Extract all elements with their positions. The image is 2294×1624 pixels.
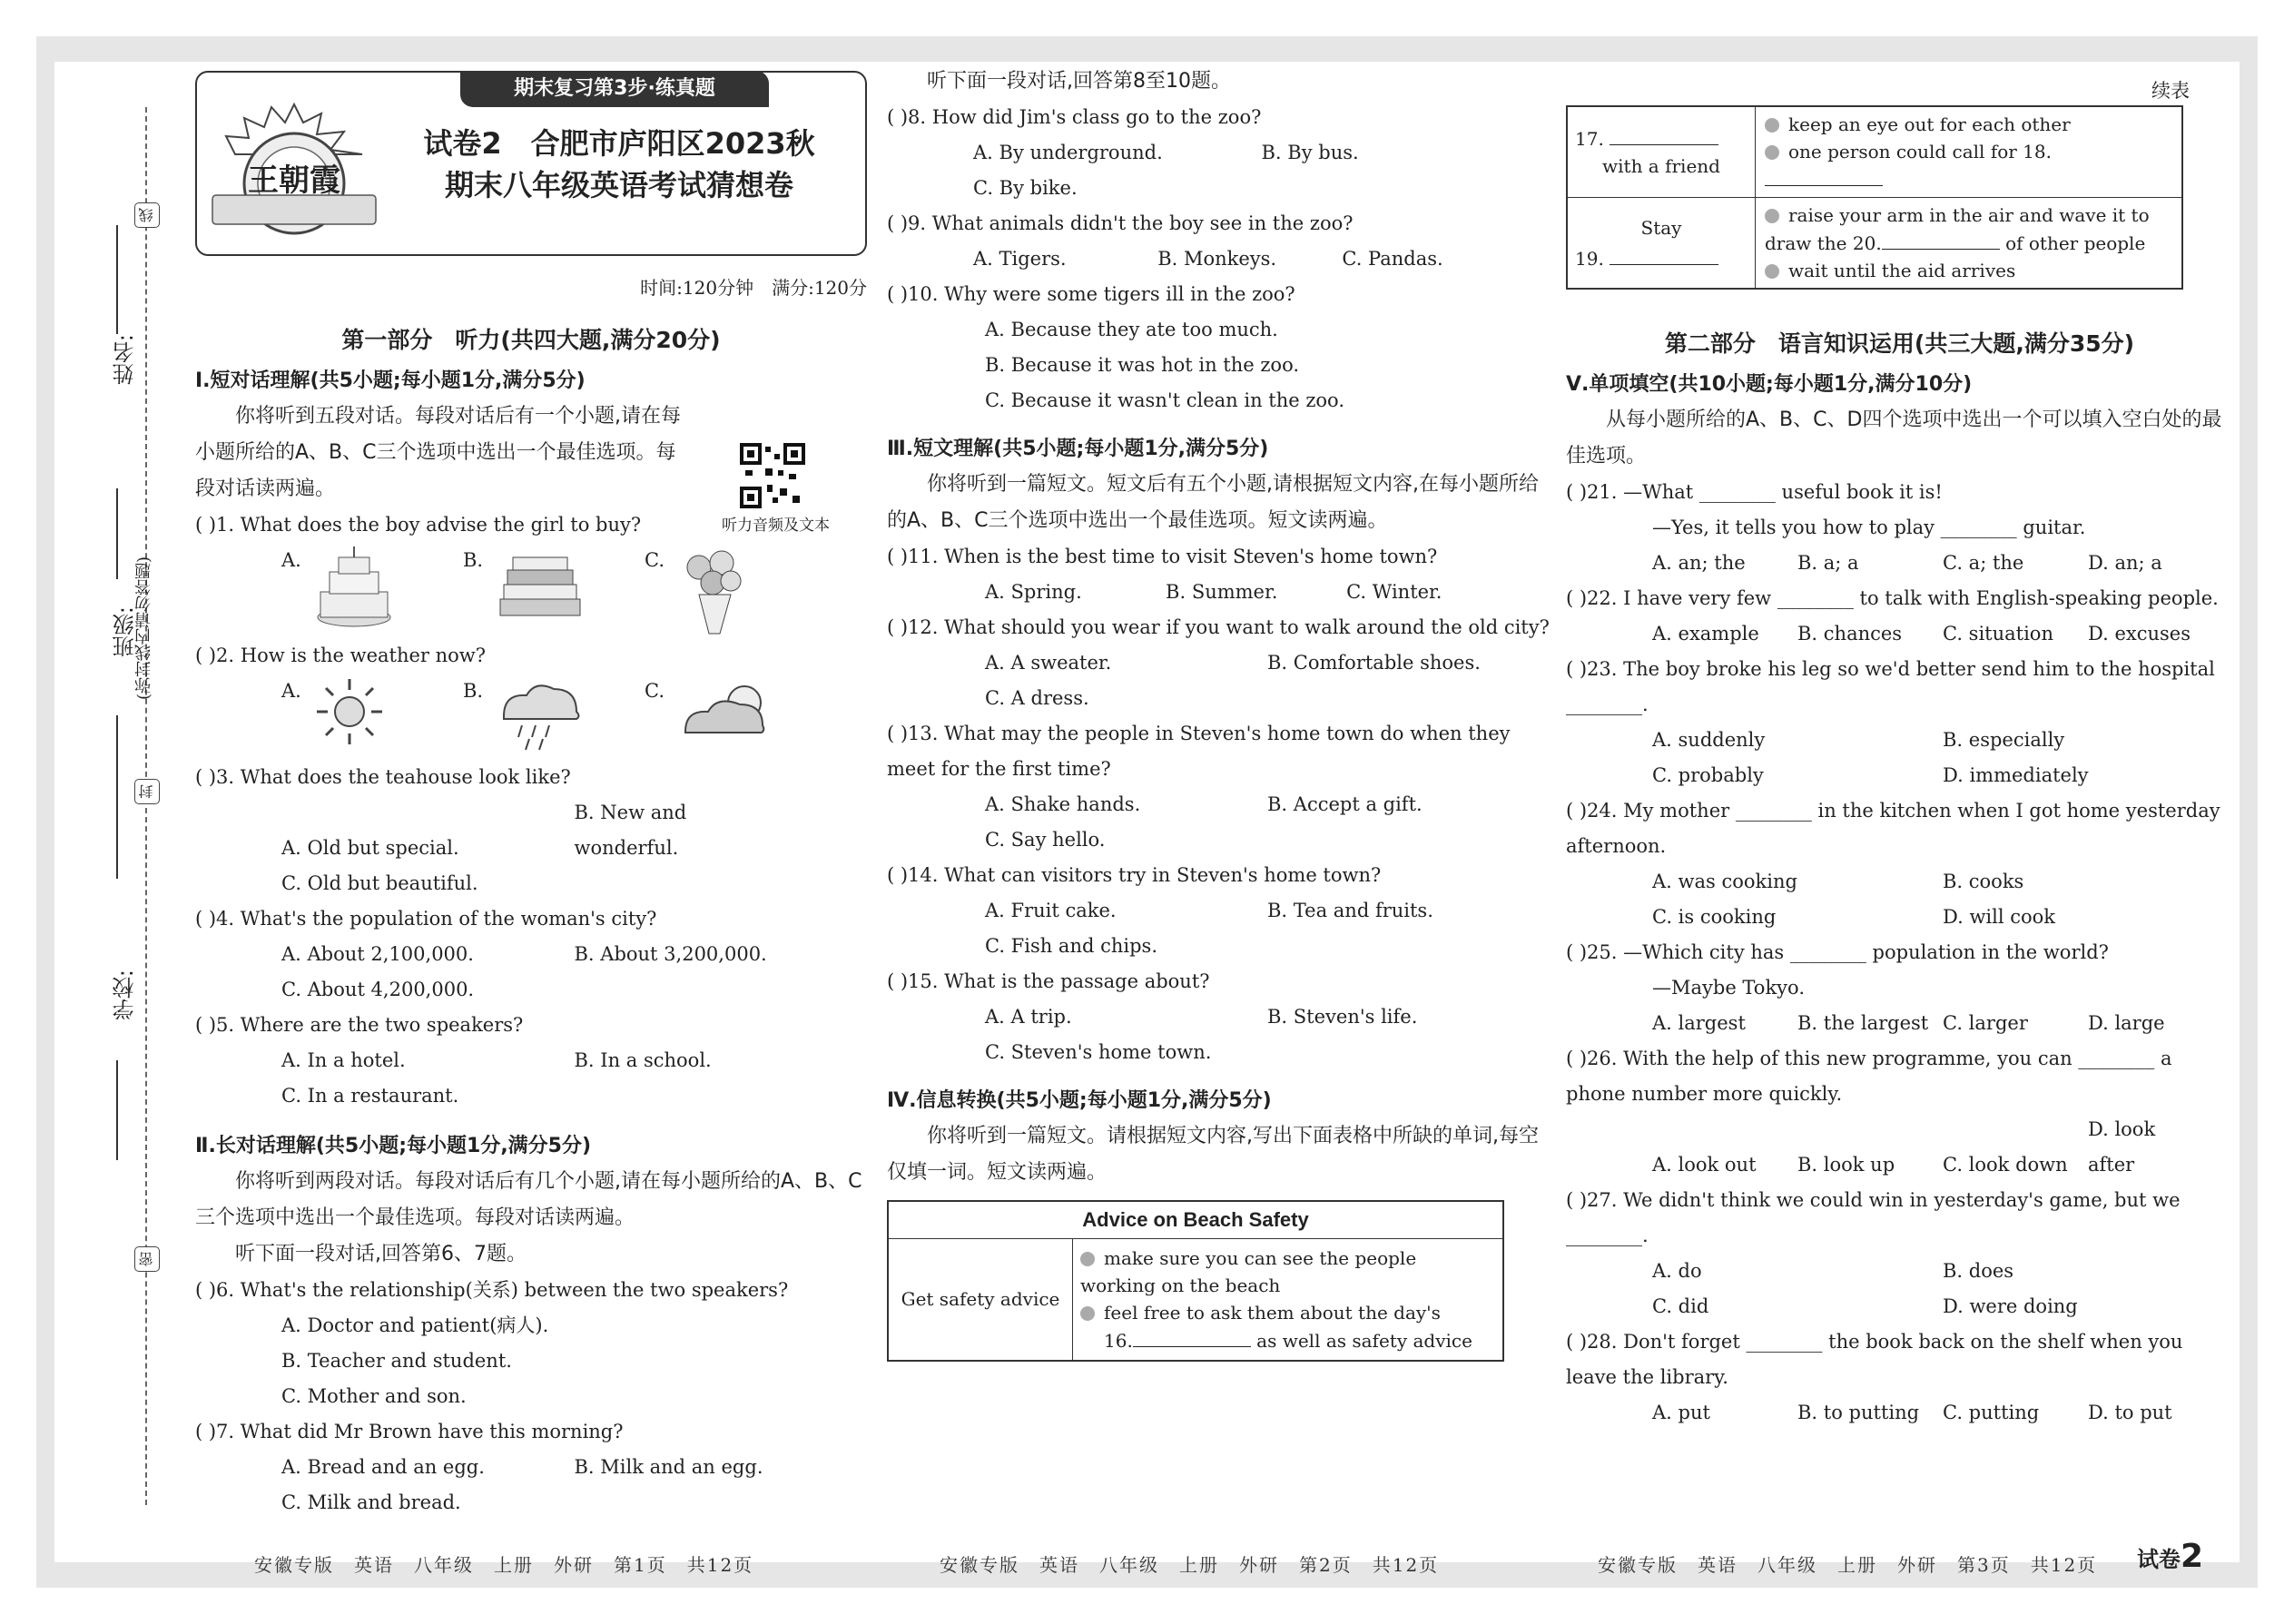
q2-pictures: A. B. C. (195, 674, 867, 760)
blank-20-number: 20. (1852, 232, 1882, 254)
column-1 (195, 62, 867, 1521)
blank-19-number: 19. (1575, 247, 1604, 270)
q5: ( )5. Where are the two speakers? (195, 1014, 524, 1036)
q3: ( )3. What does the teahouse look like? (195, 766, 571, 788)
blank-19[interactable] (1610, 244, 1718, 265)
q12-option-c: C. A dress. (985, 687, 1089, 709)
q21-option-c: C. a; the (1943, 552, 2024, 574)
q23-option-d: D. immediately (1943, 764, 2089, 786)
paper-number-label: 试卷 (2136, 1547, 2181, 1572)
section4-title: Ⅳ.信息转换(共5小题;每小题1分,满分5分) (887, 1089, 1272, 1112)
q23-option-b: B. especially (1943, 729, 2065, 751)
table-row1-left: Get safety advice (888, 1239, 1073, 1362)
q22-option-d: D. excuses (2088, 623, 2191, 645)
section4-intro: 你将听到一篇短文。请根据短文内容,写出下面表格中所缺的单词,每空仅填一词。短文读两遍。 (887, 1125, 1539, 1184)
part2-title: 第二部分 语言知识运用(共三大题,满分35分) (1664, 330, 2135, 357)
q3-option-b: B. New and wonderful. (574, 802, 687, 859)
blank-20[interactable] (1882, 229, 2000, 250)
seal-mark-secret: 密 (134, 1246, 160, 1272)
table-row3-bullet1-end: of other people (2005, 232, 2146, 254)
section2-sub2: 听下面一段对话,回答第8至10题。 (927, 70, 1231, 93)
continued-table (1566, 105, 2183, 290)
q24-option-a: A. was cooking (1652, 871, 1797, 892)
beach-safety-table (887, 1200, 1504, 1362)
q13-option-b: B. Accept a gift. (1267, 793, 1423, 815)
q10-option-b: B. Because it was hot in the zoo. (985, 354, 1300, 376)
q23-option-c: C. probably (1652, 764, 1764, 786)
q9-option-a: A. Tigers. (973, 248, 1067, 270)
table-title: Advice on Beach Safety (888, 1201, 1503, 1239)
bullet-icon (1765, 145, 1779, 160)
paper-number (2137, 1538, 2203, 1575)
exam-sheet (36, 36, 2258, 1588)
q14-option-c: C. Fish and chips. (985, 935, 1157, 957)
q6-option-b: B. Teacher and student. (281, 1350, 512, 1372)
section5-title: Ⅴ.单项填空(共10小题;每小题1分,满分10分) (1566, 373, 1973, 396)
bullet-icon (1765, 118, 1779, 133)
exam-paper (54, 62, 2240, 1576)
section2-sub1: 听下面一段对话,回答第6、7题。 (235, 1243, 527, 1265)
q27-option-d: D. were doing (1943, 1295, 2078, 1317)
q24-option-d: D. will cook (1943, 906, 2056, 928)
q7-option-c: C. Milk and bread. (281, 1491, 461, 1513)
section3-title: Ⅲ.短文理解(共5小题;每小题1分,满分5分) (887, 438, 1269, 460)
table-row1-bullet2: feel free to ask them about the day's (1104, 1302, 1441, 1324)
exam-title (401, 123, 837, 206)
footer-page-2: 安徽专版 英语 八年级 上册 外研 第2页 共12页 (940, 1554, 1440, 1576)
q23: ( )23. The boy broke his leg so we'd better send him to the hospital ________. (1566, 658, 2215, 715)
q25: ( )25. —Which city has ________ population in the world? (1566, 941, 2109, 963)
section2-title: Ⅱ.长对话理解(共5小题;每小题1分,满分5分) (195, 1135, 592, 1157)
review-tag: 期末复习第3步·练真题 (460, 71, 769, 107)
section1-title: Ⅰ.短对话理解(共5小题;每小题1分,满分5分) (195, 369, 586, 392)
q24-option-b: B. cooks (1943, 871, 2024, 892)
column-3 (1566, 105, 2233, 1431)
q22-option-c: C. situation (1943, 623, 2053, 645)
q12-option-b: B. Comfortable shoes. (1267, 652, 1481, 674)
q15-option-c: C. Steven's home town. (985, 1041, 1212, 1063)
q3-option-a: A. Old but special. (281, 837, 459, 859)
q8-option-c: C. By bike. (973, 177, 1078, 199)
q12: ( )12. What should you wear if you want to walk around the old city? (887, 616, 1550, 638)
q28-option-d: D. to put (2088, 1402, 2172, 1423)
q25-line2: —Maybe Tokyo. (1652, 977, 1805, 999)
q25-option-c: C. larger (1943, 1012, 2028, 1034)
footer-page-3: 安徽专版 英语 八年级 上册 外研 第3页 共12页 (1598, 1554, 2098, 1576)
table-row1-bullet1: make sure you can see the people working on the beach (1080, 1247, 1417, 1296)
q12-option-a: A. A sweater. (985, 652, 1112, 674)
table-row3-left: Stay (1640, 216, 1682, 239)
q2: ( )2. How is the weather now? (195, 645, 487, 666)
q21: ( )21. —What ________ useful book it is! (1566, 481, 1943, 503)
q23-option-a: A. suddenly (1652, 729, 1766, 751)
q21-option-d: D. an; a (2088, 552, 2162, 574)
q27-option-b: B. does (1943, 1260, 2014, 1282)
q1: ( )1. What does the boy advise the girl to buy? (195, 514, 642, 536)
q28-option-b: B. to putting (1797, 1402, 1920, 1423)
q9: ( )9. What animals didn't the boy see in the zoo? (887, 212, 1354, 234)
qr-label: 听力音频及文本 (722, 517, 830, 535)
column-2 (887, 64, 1550, 1362)
footer-page-1: 安徽专版 英语 八年级 上册 外研 第1页 共12页 (254, 1554, 754, 1576)
q4-option-b: B. About 3,200,000. (574, 943, 767, 965)
seal-note: (弥封线内请勿答题) (134, 556, 153, 701)
q8: ( )8. How did Jim's class go to the zoo? (887, 106, 1262, 128)
logo-text: 王朝霞 (248, 162, 340, 199)
q6-option-a: A. Doctor and patient(病人). (281, 1314, 549, 1336)
table-row3-bullet2: wait until the aid arrives (1788, 260, 2016, 281)
q13-option-a: A. Shake hands. (985, 793, 1141, 815)
q4: ( )4. What's the population of the woman's city? (195, 908, 657, 930)
q13: ( )13. What may the people in Steven's home town do when they meet for the first time? (887, 723, 1511, 780)
q21-option-a: A. an; the (1652, 552, 1746, 574)
q25-option-d: D. large (2088, 1012, 2165, 1034)
section3-intro: 你将听到一篇短文。短文后有五个小题,请根据短文内容,在每小题所给的A、B、C三个选项中选出一个最佳选项。短文读两遍。 (887, 473, 1539, 532)
q7: ( )7. What did Mr Brown have this morning? (195, 1421, 624, 1442)
q4-option-c: C. About 4,200,000. (281, 979, 475, 1000)
q5-option-c: C. In a restaurant. (281, 1085, 459, 1107)
q25-option-b: B. the largest (1797, 1012, 1929, 1034)
q3-option-c: C. Old but beautiful. (281, 872, 478, 894)
q5-option-a: A. In a hotel. (281, 1049, 406, 1071)
cloudy-icon (676, 675, 776, 748)
q21-option-b: B. a; a (1797, 552, 1859, 574)
section5-intro: 从每小题所给的A、B、C、D四个选项中选出一个可以填入空白处的最佳选项。 (1566, 408, 2222, 468)
continued-table-label: 续表 (2151, 80, 2190, 102)
header-box (195, 71, 867, 256)
blank-17[interactable] (1610, 124, 1718, 145)
blank-17-number: 17. (1575, 128, 1604, 150)
q26-option-c: C. look down (1943, 1154, 2068, 1176)
binding-strip (109, 62, 200, 1562)
q24: ( )24. My mother ________ in the kitchen when I got home yesterday afternoon. (1566, 800, 2220, 857)
q22-option-b: B. chances (1797, 623, 1903, 645)
rainy-icon (495, 675, 586, 753)
bullet-icon (1765, 209, 1779, 223)
q9-option-c: C. Pandas. (1342, 248, 1443, 270)
q15-option-b: B. Steven's life. (1267, 1006, 1418, 1028)
q11: ( )11. When is the best time to visit Steven's home town? (887, 546, 1438, 567)
q24-option-c: C. is cooking (1652, 906, 1777, 928)
q14-option-b: B. Tea and fruits. (1267, 900, 1433, 921)
school-label: 学校: (113, 969, 138, 1021)
q15-option-a: A. A trip. (985, 1006, 1072, 1028)
q22: ( )22. I have very few ________ to talk with English-speaking people. (1566, 587, 2219, 609)
bullet-icon (1765, 264, 1779, 279)
q7-option-b: B. Milk and an egg. (574, 1456, 763, 1478)
q5-option-b: B. In a school. (574, 1049, 712, 1071)
q11-option-b: B. Summer. (1166, 581, 1278, 603)
q6: ( )6. What's the relationship(关系) between the two speakers? (195, 1279, 789, 1301)
class-label: 班级: (113, 606, 138, 658)
q11-option-a: A. Spring. (985, 581, 1082, 603)
section1-intro: 你将听到五段对话。每段对话后有一个小题,请在每小题所给的A、B、C三个选项中选出一个最佳选项。每段对话读两遍。 (195, 405, 681, 500)
cake-icon (313, 545, 395, 631)
q13-option-c: C. Say hello. (985, 829, 1106, 851)
q7-option-a: A. Bread and an egg. (281, 1456, 485, 1478)
table-row2-left: with a friend (1602, 155, 1720, 177)
blank-16-number: 16. (1104, 1330, 1133, 1352)
section2-intro: 你将听到两段对话。每段对话后有几个小题,请在每小题所给的A、B、C三个选项中选出一个最佳选项。每段对话读两遍。 (195, 1170, 862, 1229)
q14-option-a: A. Fruit cake. (985, 900, 1117, 921)
part1-title: 第一部分 听力(共四大题,满分20分) (341, 327, 721, 353)
bullet-icon (1080, 1252, 1095, 1266)
table-row2-bullet2: one person could call for 18. (1788, 141, 2052, 162)
q1-pictures: A. B. C. (195, 543, 867, 638)
title-line-1: 试卷2 合肥市庐阳区2023秋 (423, 126, 815, 161)
table-row1-bullet2-end: as well as safety advice (1256, 1330, 1472, 1352)
q25-option-a: A. largest (1652, 1012, 1746, 1034)
q6-option-c: C. Mother and son. (281, 1385, 467, 1407)
qr-code-icon[interactable] (740, 443, 805, 508)
q28-option-c: C. putting (1943, 1402, 2040, 1423)
blank-16[interactable] (1133, 1326, 1251, 1347)
bullet-icon (1080, 1306, 1095, 1321)
q10-option-a: A. Because they ate too much. (985, 319, 1278, 340)
q9-option-b: B. Monkeys. (1157, 248, 1277, 270)
books-icon (495, 545, 586, 631)
q10-option-c: C. Because it wasn't clean in the zoo. (985, 389, 1344, 411)
q22-option-a: A. example (1652, 623, 1759, 645)
q4-option-a: A. About 2,100,000. (281, 943, 474, 965)
q26-option-a: A. look out (1652, 1154, 1757, 1176)
q11-option-c: C. Winter. (1346, 581, 1442, 603)
q26-option-d: D. look after (2088, 1118, 2156, 1176)
q28: ( )28. Don't forget ________ the book back on the shelf when you leave the library. (1566, 1331, 2183, 1388)
q27-option-a: A. do (1652, 1260, 1702, 1282)
q8-option-a: A. By underground. (973, 142, 1163, 163)
q27-option-c: C. did (1652, 1295, 1709, 1317)
blank-18[interactable] (1765, 165, 1883, 186)
q8-option-b: B. By bus. (1261, 142, 1359, 163)
q15: ( )15. What is the passage about? (887, 970, 1210, 992)
publisher-logo (208, 100, 380, 236)
table-row2-bullet1: keep an eye out for each other (1788, 113, 2071, 135)
flowers-icon (676, 545, 749, 635)
paper-number-value: 2 (2180, 1538, 2203, 1575)
title-line-2: 期末八年级英语考试猜想卷 (444, 168, 793, 202)
q26-option-b: B. look up (1797, 1154, 1895, 1176)
seal-mark-seal: 封 (134, 779, 160, 804)
name-label: 姓名: (113, 334, 138, 386)
q26: ( )26. With the help of this new programme, you can ________ a phone number more quickly. (1566, 1048, 2172, 1105)
q10: ( )10. Why were some tigers ill in the zoo? (887, 283, 1295, 305)
q28-option-a: A. put (1652, 1402, 1710, 1423)
table-row3-bullet1: raise your arm in the air and wave it to draw the (1765, 204, 2150, 254)
seal-mark-line: 线 (134, 202, 160, 228)
q27: ( )27. We didn't think we could win in yesterday's game, but we ________. (1566, 1189, 2181, 1246)
q14: ( )14. What can visitors try in Steven's home town? (887, 864, 1382, 886)
seal-line (145, 107, 147, 1505)
sunny-icon (313, 675, 386, 748)
exam-time: 时间:120分钟 满分:120分 (640, 277, 867, 299)
q21-line2: —Yes, it tells you how to play ________ guitar. (1652, 517, 2086, 538)
